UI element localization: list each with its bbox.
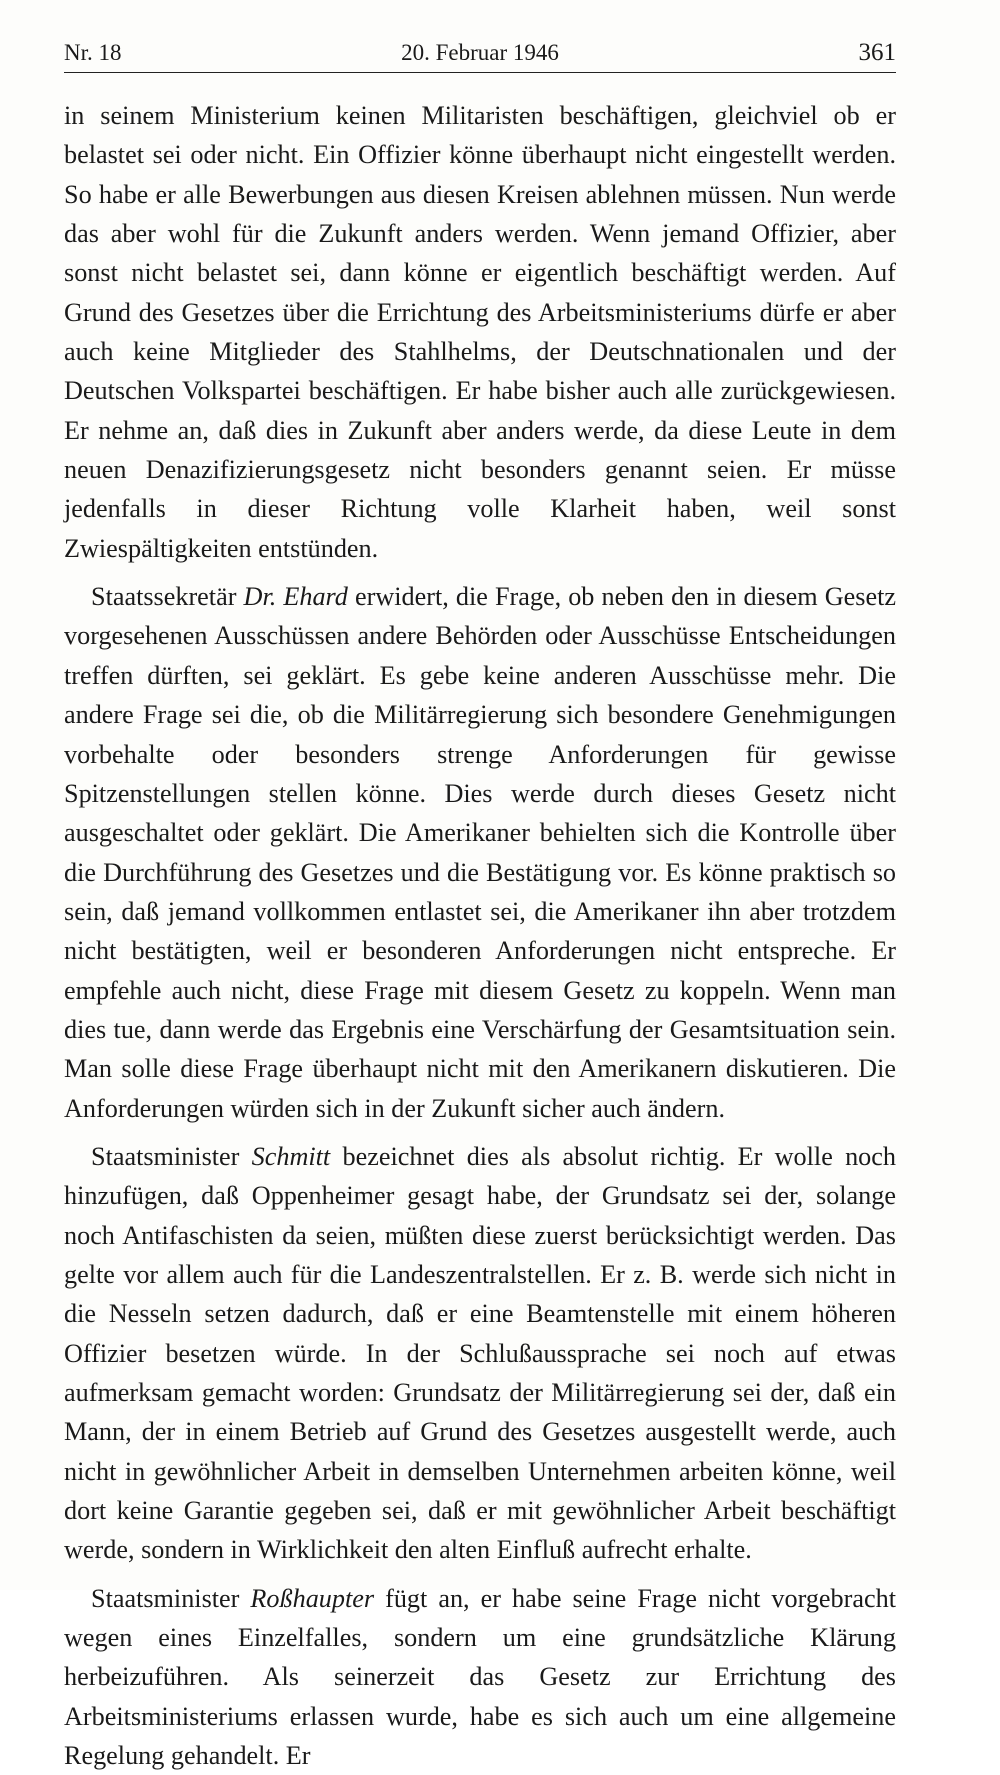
header-rule	[64, 72, 896, 73]
page-number: 361	[858, 39, 896, 66]
header-issue-number: Nr. 18	[64, 40, 122, 65]
speaker-name: Roßhaupter	[250, 1583, 375, 1613]
paragraph-2	[64, 577, 896, 1128]
paragraph-4	[64, 1579, 896, 1775]
paragraph-1	[64, 96, 896, 568]
paragraph-3	[64, 1137, 896, 1570]
paragraph-lead: Staatsminister	[91, 1583, 251, 1613]
speaker-name: Schmitt	[251, 1141, 331, 1171]
paragraph-text: erwidert, die Frage, ob neben den in diesem Gesetz vorgesehenen Ausschüssen andere Behörden oder Ausschüsse Entscheidungen treffen dürften, sei geklärt. Es gebe keine anderen Ausschüsse mehr. Die andere Frage sei die, ob die Militärregierung sich besondere Genehmigungen vorbehalte oder besonders strenge Anforderungen für gewisse Spitzenstellungen stellen könne. Dies werde durch dieses Gesetz nicht ausgeschaltet oder geklärt. Die Amerikaner behielten sich die Kontrolle über die Durchführung des Gesetzes und die Bestätigung vor. Es könne praktisch so sein, daß jemand vollkommen entlastet sei, die Amerikaner ihn aber trotzdem nicht bestätigten, weil er besonderen Anforderungen nicht entspreche. Er empfehle auch nicht, diese Frage mit diesem Gesetz zu koppeln. Wenn man dies tue, dann werde das Ergebnis eine Verschärfung der Gesamtsituation sein. Man solle diese Frage überhaupt nicht mit den Amerikanern diskutieren. Die Anforderungen würden sich in der Zukunft sicher auch ändern.	[64, 582, 896, 1123]
paragraph-text: in seinem Ministerium keinen Militaristen beschäftigen, gleichviel ob er belastet sei oder nicht. Ein Offizier könne überhaupt nicht eingestellt werden. So habe er alle Bewerbungen aus diesen Kreisen ablehnen müssen. Nun werde das aber wohl für die Zukunft anders werden. Wenn jemand Offizier, aber sonst nicht belastet sei, dann könne er eigentlich beschäftigt werden. Auf Grund des Gesetzes über die Errichtung des Arbeitsministeriums dürfe er aber auch keine Mitglieder des Stahlhelms, der Deutschnationalen und der Deutschen Volkspartei beschäftigen. Er habe bisher auch alle zurückgewiesen. Er nehme an, daß dies in Zukunft aber anders werde, da diese Leute in dem neuen Denazifizierungsgesetz nicht besonders genannt seien. Er müsse jedenfalls in dieser Richtung volle Klarheit haben, weil sonst Zwiespältigkeiten entstünden.	[64, 101, 896, 563]
paragraph-lead: Staatsminister	[91, 1141, 252, 1171]
paragraph-text: fügt an, er habe seine Frage nicht vorgebracht wegen eines Einzelfalles, sondern um eine grundsätzliche Klärung herbeizuführen. Als seinerzeit das Gesetz zur Errichtung des Arbeitsministeriums erlassen wurde, habe es sich auch um eine allgemeine Regelung gehandelt. Er	[64, 1583, 896, 1771]
paragraph-text: bezeichnet dies als absolut richtig. Er wolle noch hinzufügen, daß Oppenheimer gesagt habe, der Grundsatz sei der, solange noch Antifaschisten da seien, müßten diese zuerst berücksichtigt werden. Das gelte vor allem auch für die Landeszentralstellen. Er z. B. werde sich nicht in die Nesseln setzen dadurch, daß er eine Beamtenstelle mit einem höheren Offizier besetzen würde. In der Schlußaussprache sei noch auf etwas aufmerksam gemacht worden: Grundsatz der Militärregierung sei der, daß ein Mann, der in einem Betrieb auf Grund des Gesetzes ausgestellt werde, auch nicht in gewöhnlicher Arbeit in demselben Unternehmen arbeiten könne, weil dort keine Garantie gegeben sei, daß er mit gewöhnlicher Arbeit beschäftigt werde, sondern in Wirklichkeit den alten Einfluß aufrecht erhalte.	[64, 1141, 896, 1565]
header-date: 20. Februar 1946	[401, 40, 559, 65]
body-text	[64, 96, 896, 1775]
speaker-name: Dr. Ehard	[243, 582, 348, 612]
running-head	[64, 36, 896, 70]
paragraph-lead: Staatssekretär	[91, 582, 244, 612]
